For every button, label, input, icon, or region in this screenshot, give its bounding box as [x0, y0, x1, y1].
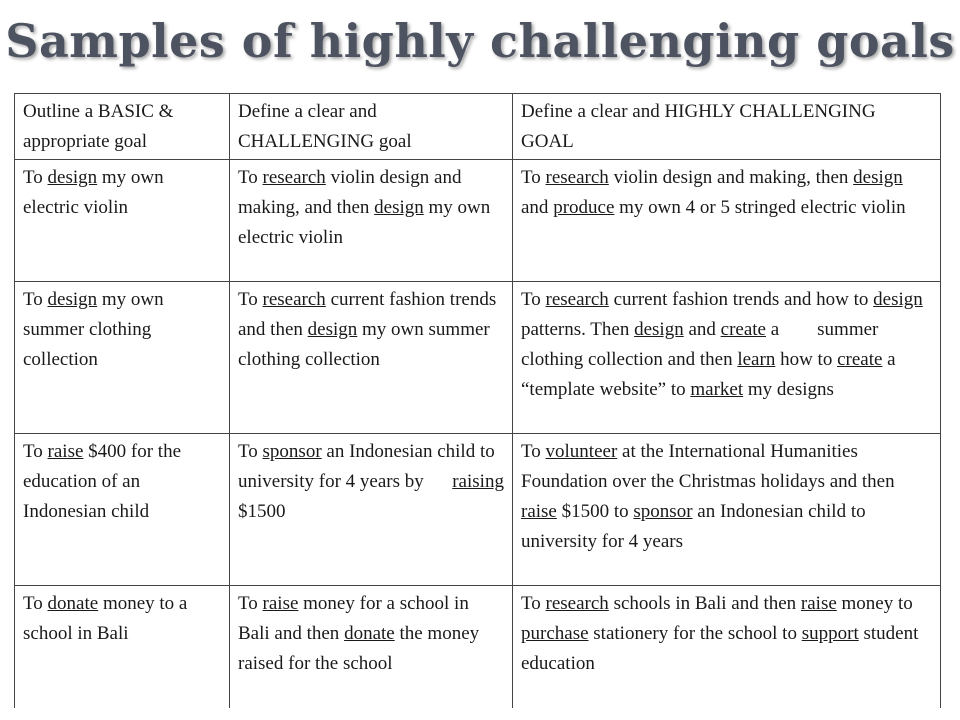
table-row — [15, 586, 941, 709]
action-verb: design — [374, 197, 424, 218]
action-verb: support — [801, 623, 859, 644]
action-verb: donate — [47, 593, 99, 614]
action-verb: learn — [737, 349, 776, 370]
table-row — [15, 160, 941, 282]
action-verb: sponsor — [633, 501, 693, 522]
header-row — [15, 94, 941, 160]
header-highly-challenging-goal: Define a clear and HIGHLY CHALLENGING GOAL — [513, 94, 941, 160]
goals-table — [14, 93, 941, 708]
action-verb: design — [873, 289, 923, 310]
action-verb: create — [837, 349, 883, 370]
basic-goal-cell: To donate money to a school in Bali — [15, 586, 230, 709]
highly-challenging-goal-cell: To research current fashion trends and how to design patterns. Then design and create a summer clothing collection and then learn how to create a “template website” to market my designs — [513, 282, 941, 434]
action-verb: design — [634, 319, 684, 340]
highly-challenging-goal-cell: To research violin design and making, then design and produce my own 4 or 5 stringed electric violin — [513, 160, 941, 282]
action-verb: research — [545, 167, 609, 188]
challenging-goal-cell: To research current fashion trends and then design my own summer clothing collection — [230, 282, 513, 434]
basic-goal-cell: To design my own electric violin — [15, 160, 230, 282]
action-verb: create — [720, 319, 766, 340]
action-verb: design — [307, 319, 358, 340]
action-verb: raise — [262, 593, 299, 614]
action-verb: raise — [521, 501, 557, 522]
action-verb: donate — [344, 623, 395, 644]
action-verb: research — [545, 593, 609, 614]
table-row — [15, 282, 941, 434]
table-row — [15, 434, 941, 586]
header-basic-goal: Outline a BASIC & appropriate goal — [15, 94, 230, 160]
basic-goal-cell: To design my own summer clothing collection — [15, 282, 230, 434]
action-verb: research — [262, 167, 326, 188]
challenging-goal-cell: To research violin design and making, and then design my own electric violin — [230, 160, 513, 282]
action-verb: market — [690, 379, 744, 400]
challenging-goal-cell: To sponsor an Indonesian child to university for 4 years by raising $1500 — [230, 434, 513, 586]
action-verb: research — [545, 289, 609, 310]
highly-challenging-goal-cell: To volunteer at the International Humanities Foundation over the Christmas holidays and then raise $1500 to sponsor an Indonesian child to university for 4 years — [513, 434, 941, 586]
action-verb: raise — [800, 593, 837, 614]
action-verb: raising — [452, 471, 504, 492]
action-verb: design — [853, 167, 903, 188]
challenging-goal-cell: To raise money for a school in Bali and then donate the money raised for the school — [230, 586, 513, 709]
action-verb: sponsor — [262, 441, 322, 462]
action-verb: volunteer — [545, 441, 618, 462]
header-challenging-goal: Define a clear and CHALLENGING goal — [230, 94, 513, 160]
action-verb: purchase — [521, 623, 589, 644]
slide-title: Samples of highly challenging goals — [5, 14, 955, 68]
action-verb: produce — [553, 197, 615, 218]
action-verb: research — [262, 289, 326, 310]
highly-challenging-goal-cell: To research schools in Bali and then raise money to purchase stationery for the school to support student education — [513, 586, 941, 709]
action-verb: design — [47, 289, 98, 310]
action-verb: design — [47, 167, 98, 188]
basic-goal-cell: To raise $400 for the education of an Indonesian child — [15, 434, 230, 586]
action-verb: raise — [47, 441, 84, 462]
